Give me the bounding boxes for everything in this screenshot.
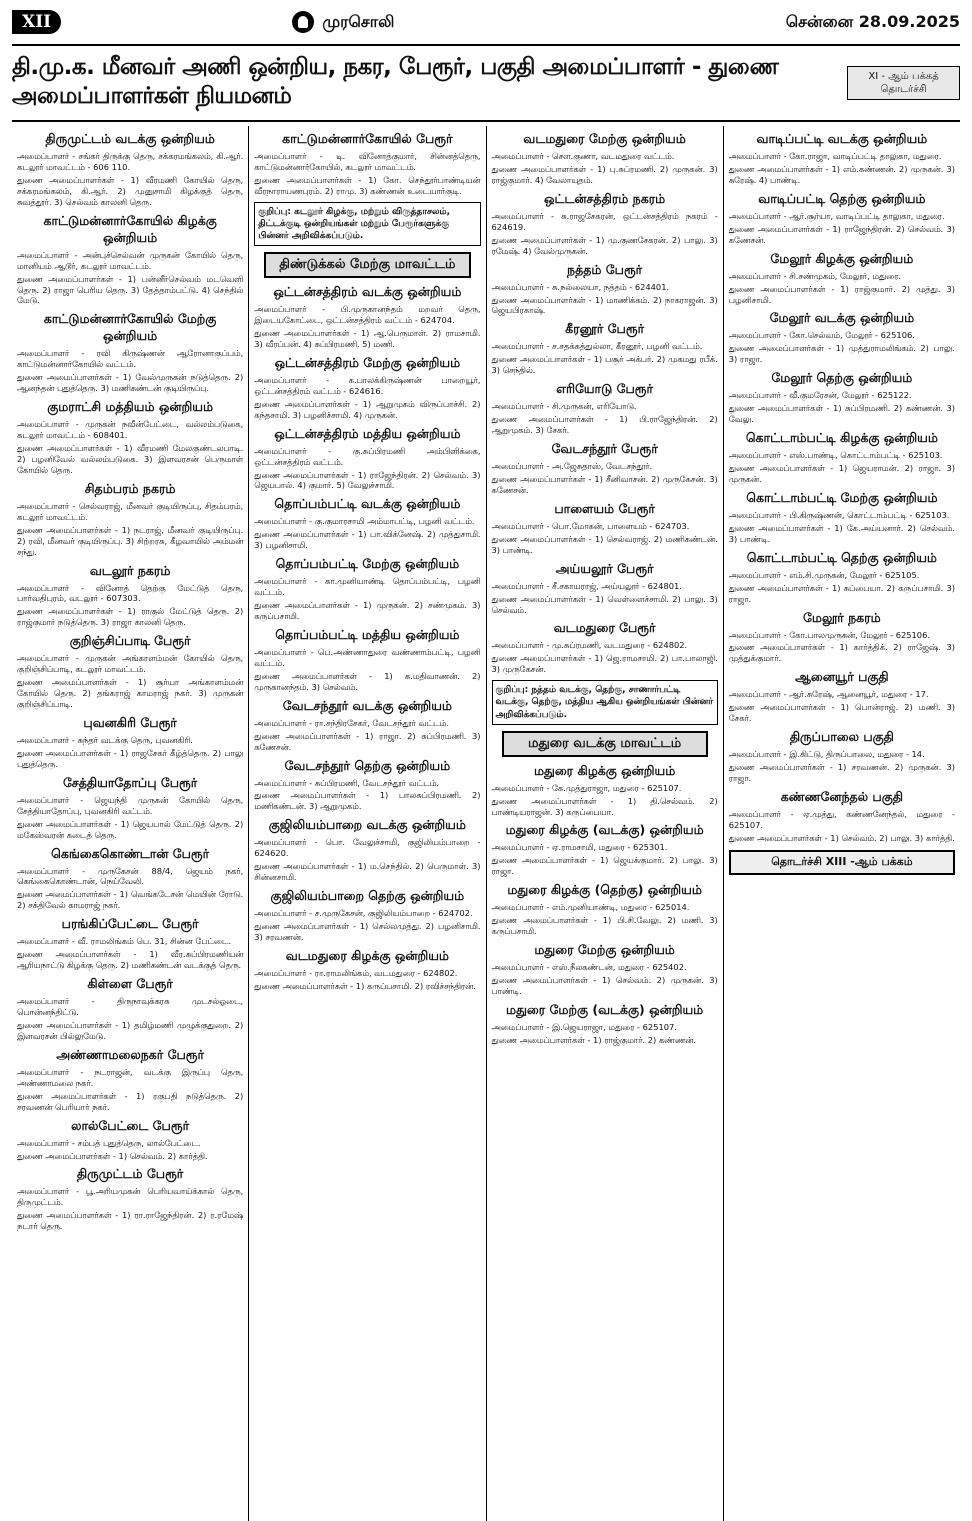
organizer-entry: அமைப்பாளர் - எஸ்.பாண்டி, கொட்டாம்பட்டி - 625103. (728, 450, 943, 461)
section-title: மதுரை கிழக்கு ஒன்றியம் (533, 762, 676, 778)
organizer-entry: அமைப்பாளர் - கு.சுப்பிரமணி அம்பிளிக்கை, ஒட்டன்சத்திரம் வட்டம். (254, 445, 481, 467)
deputy-organizers-entry: துணை அமைப்பாளர்கள் - 1) வெங்கடேசன் மெயின் ரோடு. 2) சக்திவேல் காமராஜ் நகர். (17, 889, 244, 911)
section-title: எரியோடு பேரூர் (556, 381, 654, 397)
organizer-entry: அமைப்பாளர் - சி.முருகன், எரியோடு. (491, 401, 637, 412)
deputy-organizers-entry: துணை அமைப்பாளர்கள் - 1) கோ. செந்தூர்பாண்டியன் வீரநாராயணபுரம். 2) ராமு. 3) கண்ணன் உடையார்குடி. (254, 174, 481, 196)
organizer-entry: அமைப்பாளர் - க.பாலக்கிருஷ்ணன் பாறையூர், ஒட்டன்சத்திரம் வட்டம் - 624616. (254, 374, 481, 396)
district-heading: திண்டுக்கல் மேற்கு மாவட்டம் (264, 252, 470, 278)
section-title: சேத்தியாதோப்பு பேரூர் (62, 774, 198, 790)
organizer-entry: அமைப்பாளர் - இ.ஜெயராஜா, மதுரை - 625107. (491, 1021, 677, 1032)
section-title: ஒட்டன்சத்திரம் நகரம் (544, 190, 666, 206)
deputy-organizers-entry: துணை அமைப்பாளர்கள் - 1) ஜெயபால் மேட்டுத் தெரு. 2) மகேஸ்வரன் கடைத் தெரு. (17, 818, 244, 840)
organizer-entry: அமைப்பாளர் - எம்.முனியாண்டி, மதுரை - 625014. (491, 902, 690, 913)
continued-to-box: தொடர்ச்சி XIII -ஆம் பக்கம் (729, 850, 955, 875)
note-box: குறிப்பு: கடலூர் கிழக்கு, மற்றும் விருத்தாசலம், திட்டக்குடி ஒன்றியங்கள் மற்றும் பேரூர்களுக்கு பின்னர் அறிவிக்கப்படும். (254, 202, 480, 246)
section-title: வடலூர் நகரம் (89, 562, 171, 578)
section-title: குஜிலியம்பாறை தெற்கு ஒன்றியம் (270, 888, 465, 904)
section-title: பாளையம் பேரூர் (554, 500, 655, 516)
organizer-entry: அமைப்பாளர் - ரா.சந்திரசேகர், வேடசந்தூர் வட்டம். (254, 717, 449, 728)
organizer-entry: அமைப்பாளர் - ச.முருகேசன், குஜிலியம்பாறை - 624702. (254, 908, 473, 919)
organizer-entry: அமைப்பாளர் - முருகன் நவீன்பேட்டை, வல்லம்படுகை, கடலூர் மாவட்டம் - 608401. (17, 419, 244, 441)
deputy-organizers-entry: துணை அமைப்பாளர்கள் - 1) சுப்பையா. 2) கருப்பசாமி. 3) ராஜா. (728, 582, 955, 604)
deputy-organizers-entry: துணை அமைப்பாளர்கள் - 1) ராஜேந்திரன். 2) செல்வம். 3) ஜெயபால். 4) குமார். 5) வேலுச்சாமி. (254, 469, 481, 491)
section-title: கீரனூர் பேரூர் (565, 321, 645, 337)
deputy-organizers-entry: துணை அமைப்பாளர்கள் - 1) பாலசுப்பிரமணி. 2) மணிகண்டன். 3) ஆறுமுகம். (254, 790, 481, 812)
page-header (12, 0, 960, 46)
deputy-organizers-entry: துணை அமைப்பாளர்கள் - 1) செல்லமுத்து. 2) பழனிசாமி. 3) சரவணன். (254, 921, 481, 942)
deputy-organizers-entry: துணை அமைப்பாளர்கள் - 1) ராஜசேகர் கீழ்த்தெரு. 2) பாலு புதுத்தெரு. (17, 747, 244, 769)
section-title: கண்ணனேந்தல் பகுதி (780, 788, 904, 804)
section-title: காட்டுமன்னார்கோயில் கிழக்கு ஒன்றியம் (43, 212, 217, 245)
section-title: குஜிலியம்பாறை வடக்கு ஒன்றியம் (268, 817, 466, 833)
page-headline: தி.மு.க. மீனவர் அணி ஒன்றிய, நகர, பேரூர், பகுதி அமைப்பாளர் - துணை அமைப்பாளர்கள் நியமனம் (12, 54, 779, 109)
deputy-organizers-entry: துணை அமைப்பாளர்கள் - 1) பி.ராஜேந்திரன். 2) ஆறுமுகம். 3) சேகர். (491, 414, 718, 436)
deputy-organizers-entry: துணை அமைப்பாளர்கள் - 1) தி.செல்வம். 2) பாண்டியராஜன். 3) கருப்பையா. (491, 795, 718, 817)
deputy-organizers-entry: துணை அமைப்பாளர்கள் - 1) செல்வம். 2) பாலு. 3) கார்த்தி. (728, 832, 955, 843)
section-title: காட்டுமன்னார்கோயில் பேரூர் (282, 131, 453, 146)
deputy-organizers-entry: துணை அமைப்பாளர்கள் - 1) பொன்ராஜ். 2) மணி. 3) சேகர். (728, 702, 955, 724)
deputy-organizers-entry: துணை அமைப்பாளர்கள் - 1) செல்வராஜ். 2) மணிகண்டன். 3) பாண்டி. (491, 533, 718, 555)
section-title: திருமுட்டம் வடக்கு ஒன்றியம் (45, 131, 215, 146)
column-2 (249, 126, 486, 1521)
section-title: மதுரை கிழக்கு (தெற்கு) ஒன்றியம் (507, 882, 702, 898)
paper-name: முரசொலி (322, 11, 395, 31)
organizer-entry: அமைப்பாளர் - சம்பத் புதுத்தெரு, லால்பேட்டை. (17, 1137, 201, 1148)
organizer-entry: அமைப்பாளர் - வீ. ராமலிங்கம் பெ. 31, சின்ன பேட்டை. (17, 936, 232, 947)
column-4 (724, 126, 960, 1521)
organizer-entry: அமைப்பாளர் - முருகேசன் 88/4, ஜெயம் நகர், கெங்கைகொண்டான், நெய்வேலி. (17, 865, 244, 887)
organizer-entry: அமைப்பாளர் - சங்கர் திருக்கு தெரு, சக்கரமங்கலம், கி.ஆர். கடலூர் மாவட்டம் - 606 110. (17, 151, 244, 172)
deputy-organizers-entry: துணை அமைப்பாளர்கள் - 1) ஜெ.ராமசாமி. 2) பா.பாலாஜி. 3) முருகேசன். (491, 653, 718, 675)
deputy-organizers-entry: துணை அமைப்பாளர்கள் - 1) தமிழ்மணி முழுக்குதுறை. 2) இளவரசன் பில்லுமேடு. (17, 1019, 244, 1041)
deputy-organizers-entry: துணை அமைப்பாளர்கள் - 1) ஆ.பெருமாள். 2) ராமசாமி. 3) வீரப்பன். 4) சுப்பிரமணி. 5) மணி. (254, 328, 481, 349)
organizer-entry: அமைப்பாளர் - சௌ.குணா, வடமதுரை வட்டம். (491, 151, 675, 161)
section-title: மதுரை மேற்கு (வடக்கு) ஒன்றியம் (506, 1001, 704, 1017)
organizer-entry: அமைப்பாளர் - கு.குமாரசாமி அம்மாபட்டி, பழனி வட்டம். (254, 516, 475, 527)
organizer-entry: அமைப்பாளர் - எஸ்.நீலகண்டன், மதுரை - 625402. (491, 962, 687, 973)
organizer-entry: அமைப்பாளர் - அ.ஜேசுதாஸ், வேடசந்தூர். (491, 461, 653, 471)
deputy-organizers-entry: துணை அமைப்பாளர்கள் - 1) நடராஜ், மீனவர் குடியிருப்பு. 2) ரவி, மீனவர் குடியிருப்பு. 3) சிற்றரசு, கீழவாயில் அம்மன் சந்து. (17, 524, 244, 557)
organizer-entry: அமைப்பாளர் - திருநாவுக்கரசு முடசல்ஓடை, பொன்னந்திட்டு. (17, 996, 244, 1017)
deputy-organizers-entry: துணை அமைப்பாளர்கள் - 1) சூர்யா அங்காளம்மன் கோயில் தெரு. 2) தங்கராஜ் காமராஜ் நகர். 3) முருகன் குறிஞ்சிப்பாடி. (17, 677, 244, 709)
organizer-entry: அமைப்பாளர் - பி.கிருஷ்ணன், கொட்டாம்பட்டி - 625103. (728, 509, 950, 520)
section-title: திருமுட்டம் பேரூர் (76, 1166, 184, 1182)
section-title: ஒட்டன்சத்திரம் மத்திய ஒன்றியம் (274, 425, 461, 441)
organizer-entry: அமைப்பாளர் - கா.முனியாண்டி தொப்பம்பட்டி, பழனி வட்டம். (254, 576, 481, 598)
date: 28.09.2025 (858, 11, 960, 31)
deputy-organizers-entry: துணை அமைப்பாளர்கள் - 1) மு.குணசேகரன். 2) பாலு. 3) ரமேஷ். 4) வேல்முருகன். (491, 234, 718, 256)
section-title: சிதம்பரம் நகரம் (84, 480, 176, 496)
organizer-entry: அமைப்பாளர் - ரவி கிருஷ்ணன் ஆரோனாகுப்பம், காட்டுமன்னார்கோயில் வட்டம். (17, 348, 244, 370)
deputy-organizers-entry: துணை அமைப்பாளர்கள் - 1) கார்த்திக். 2) ராஜேஷ். 3) முத்துக்குமார். (728, 642, 955, 664)
city: சென்னை (785, 11, 854, 31)
organizer-entry: அமைப்பாளர் - முருகன் அங்காளம்மன் கோயில் தெரு, குறிஞ்சிப்பாடி, கடலூர் மாவட்டம். (17, 653, 244, 675)
deputy-organizers-entry: துணை அமைப்பாளர்கள் - 1) ராஜேந்திரன். 2) செல்வம். 3) கணேசன். (728, 223, 955, 245)
section-title: மேலூர் வடக்கு ஒன்றியம் (769, 310, 915, 326)
section-title: தொப்பம்பட்டி மேற்கு ஒன்றியம் (275, 556, 460, 572)
organizer-entry: அமைப்பாளர் - சுந்தர் வடக்கு தெரு, புவனகிரி. (17, 734, 193, 745)
organizer-entry: அமைப்பாளர் - பி.முருகானந்தம் மறவர் தெரு, இடையகோட்டை, ஒட்டன்சத்திரம் வட்டம் - 624704. (254, 304, 481, 326)
deputy-organizers-entry: துணை அமைப்பாளர்கள் - 1) செல்வம். 2) முருகன். 3) பாண்டி. (491, 975, 718, 996)
deputy-organizers-entry: துணை அமைப்பாளர்கள் - 1) எம்.கண்ணன். 2) முருகன். 3) சுரேஷ். 4) பாண்டி. (728, 163, 955, 185)
organizer-entry: அமைப்பாளர் - கே.முத்துராஜா, மதுரை - 625107. (491, 782, 682, 793)
organizer-entry: அமைப்பாளர் - பெ.அண்ணாதுரை வண்ணாம்பட்டி, பழனி வட்டம். (254, 646, 481, 668)
organizer-entry: அமைப்பாளர் - கோ.ராஜா, வாடிப்பட்டி தாலுகா, மதுரை. (728, 151, 942, 161)
organizer-entry: அமைப்பாளர் - வினோத் தெற்கு மேட்டுத் தெரு, பார்வதிபுரம், வடலூர் - 607303. (17, 582, 244, 604)
organizer-entry: அமைப்பாளர் - பொ.மோகன், பாளையம் - 624703. (491, 520, 690, 531)
deputy-organizers-entry: துணை அமைப்பாளர்கள் - 1) ம.செந்தில். 2) பெருமாள். 3) சின்னசாமி. (254, 861, 481, 883)
organizer-entry: அமைப்பாளர் - இ.கிட்டு, திருப்பாலை, மதுரை - 14. (728, 749, 925, 760)
organizer-entry: அமைப்பாளர் - எம்.சி.முருகன், மேலூர் - 625105. (728, 569, 920, 580)
deputy-organizers-entry: துணை அமைப்பாளர்கள் - 1) ராகுல் மேட்டுத் தெரு. 2) ராஜ்குமார் நடுத்தெரு. 3) ராஜா காலனி தெரு. (17, 606, 244, 628)
deputy-organizers-entry: துணை அமைப்பாளர்கள் - 1) ராஜ்குமார். 2) கண்ணன். (491, 1034, 696, 1045)
section-title: கிள்ளை பேரூர் (87, 976, 173, 992)
note-box: குறிப்பு: நத்தம் வடக்கு, தெற்கு, சாணார்பட்டி வடக்கு, தெற்கு, மத்திய ஆகிய ஒன்றியங்கள் பின்னர் அறிவிக்கப்படும். (492, 680, 718, 724)
section-title: ஆனையூர் பகுதி (795, 669, 889, 685)
organizer-entry: அமைப்பாளர் - கோ.பாலமுருகன், மேலூர் - 625106. (728, 629, 930, 640)
organizer-entry: அமைப்பாளர் - பொ. வேலுச்சாமி, குஜிலியம்பாறை - 624620. (254, 837, 481, 859)
organizer-entry: அமைப்பாளர் - ரா.ராமலிங்கம், வடமதுரை - 624802. (254, 967, 458, 978)
deputy-organizers-entry: துணை அமைப்பாளர்கள் - 1) மாணிக்கம். 2) நாகராஜன். 3) ஜெயபிரகாஷ். (491, 294, 718, 316)
section-title: வேடசந்தூர் பேரூர் (551, 441, 658, 456)
organizer-entry: அமைப்பாளர் - ச.சதக்கத்துல்லா, கீரனூர், பழனி வட்டம். (491, 341, 703, 352)
organizer-entry: அமைப்பாளர் - ஆர்.சூர்யா, வாடிப்பட்டி தாலுகா, மதுரை. (728, 210, 945, 221)
deputy-organizers-entry: துணை அமைப்பாளர்கள் - 1) பா.விக்னேஷ். 2) முத்துசாமி. 3) பழனிசாமி. (254, 529, 481, 551)
section-title: ஒட்டன்சத்திரம் மேற்கு ஒன்றியம் (274, 354, 461, 370)
deputy-organizers-entry: துணை அமைப்பாளர்கள் - 1) சீனிவாசன். 2) முருகேசன். 3) கணேசன். (491, 473, 718, 495)
deputy-organizers-entry: துணை அமைப்பாளர்கள் - 1) ஜெயராமன். 2) ராஜா. 3) முருகன். (728, 463, 955, 484)
section-title: அய்யலூர் பேரூர் (555, 560, 654, 576)
deputy-organizers-entry: துணை அமைப்பாளர்கள் - 1) ரா.ராஜேந்திரன். 2) ர.ரமேஷ் நடார் தெரு. (17, 1210, 244, 1232)
section-title: மதுரை கிழக்கு (வடக்கு) ஒன்றியம் (505, 822, 704, 838)
section-title: வேடசந்தூர் வடக்கு ஒன்றியம் (282, 697, 452, 713)
section-title: மேலூர் கிழக்கு ஒன்றியம் (770, 250, 914, 266)
deputy-organizers-entry: துணை அமைப்பாளர்கள் - 1) கே.அய்யனார். 2) செல்வம். 3) பாண்டி. (728, 522, 955, 544)
deputy-organizers-entry: துணை அமைப்பாளர்கள் - 1) வேல்முருகன் நடுத்தெரு. 2) ஆனந்தன் புதுத்தெரு. 3) மணிகண்டன் குடியிருப்பு. (17, 372, 244, 394)
section-title: வேடசந்தூர் தெற்கு ஒன்றியம் (284, 757, 451, 773)
section-title: கொட்டாம்பட்டி மேற்கு ஒன்றியம் (746, 489, 938, 505)
organizer-entry: அமைப்பாளர் - சீ.சகாயராஜ், அய்யலூர் - 624801. (491, 580, 682, 591)
section-title: திருப்பாலை பகுதி (789, 729, 894, 745)
section-title: மதுரை மேற்கு ஒன்றியம் (534, 942, 675, 958)
deputy-organizers-entry: துணை அமைப்பாளர்கள் - 1) வீர.சுப்பிரமணியன் ஆரியநாட்டு கிழக்கு தெரு. 2) மணிகண்டன் வடக்குத் தெரு. (17, 949, 244, 971)
deputy-organizers-entry: துணை அமைப்பாளர்கள் - 1) செல்வம். 2) கார்த்தி. (17, 1150, 208, 1161)
dateline (786, 12, 960, 33)
district-heading: மதுரை வடக்கு மாவட்டம் (502, 731, 708, 757)
organizer-entry: அமைப்பாளர் - சு.ராஜசேகரன், ஒட்டன்சத்திரம் நகரம் - 624619. (491, 210, 718, 232)
headline-row (12, 46, 960, 122)
section-title: குமராட்சி மத்தியம் ஒன்றியம் (47, 399, 214, 415)
section-title: தொப்பம்பட்டி வடக்கு ஒன்றியம் (274, 496, 461, 512)
page-number: XII (12, 10, 61, 34)
deputy-organizers-entry: துணை அமைப்பாளர்கள் - 1) சரவணன். 2) முருகன். 3) ராஜா. (728, 762, 955, 783)
organizer-entry: அமைப்பாளர் - கோ.செல்வம், மேலூர் - 625106. (728, 330, 915, 341)
organizer-entry: அமைப்பாளர் - மு.சுப்ரமணி, வடமதுரை - 624802. (491, 640, 688, 651)
organizer-entry: அமைப்பாளர் - சுப்பிரமணி, வேடசந்தூர் வட்டம். (254, 777, 440, 788)
deputy-organizers-entry: துணை அமைப்பாளர்கள் - 1) க.மதிவாணன். 2) முருகானந்தம். 3) செல்வம். (254, 670, 481, 692)
organizer-entry: அமைப்பாளர் - நடராஜன், வடக்கு இருப்பு தெரு, அண்ணாமலை நகர். (17, 1066, 244, 1088)
section-title: வாடிப்பட்டி தெற்கு ஒன்றியம் (758, 190, 926, 206)
section-title: குறிஞ்சிப்பாடி பேரூர் (69, 633, 191, 649)
organizer-entry: அமைப்பாளர் - சு.நல்லையா, நத்தம் - 624401. (491, 281, 670, 292)
section-title: வாடிப்பட்டி வடக்கு ஒன்றியம் (756, 131, 928, 146)
continued-from-box: XI - ஆம் பக்கத் தொடர்ச்சி (847, 66, 960, 100)
section-title: தொப்பம்பட்டி மத்திய ஒன்றியம் (275, 626, 460, 642)
organizer-entry: அமைப்பாளர் - அன்புச்செல்வன் முருகன் கோயில் தெரு, மானியம் ஆடூர், கடலூர் மாவட்டம். (17, 249, 244, 271)
organizer-entry: அமைப்பாளர் - செல்வராஜ், மீனவர் குடியிருப்பு, சிதம்பரம், கடலூர் மாவட்டம். (17, 500, 244, 522)
section-title: கொட்டாம்பட்டி கிழக்கு ஒன்றியம் (745, 430, 938, 446)
article-columns (12, 126, 960, 1521)
deputy-organizers-entry: துணை அமைப்பாளர்கள் - 1) ராஜா. 2) சுப்பிரமணி. 3) கணேசன். (254, 730, 481, 752)
organizer-entry: அமைப்பாளர் - ஆர்.சுரேஷ், ஆனையூர், மதுரை - 17. (728, 689, 929, 700)
deputy-organizers-entry: துணை அமைப்பாளர்கள் - 1) கருப்பசாமி. 2) ரவிச்சந்திரன். (254, 980, 476, 991)
masthead (292, 11, 394, 33)
section-title: ஒட்டன்சத்திரம் வடக்கு ஒன்றியம் (273, 284, 462, 300)
organizer-entry: அமைப்பாளர் - சி.சண்முகம், மேலூர், மதுரை. (728, 270, 902, 281)
section-title: நத்தம் பேரூர் (567, 261, 643, 277)
deputy-organizers-entry: துணை அமைப்பாளர்கள் - 1) வீரமணி கோயில் தெரு, சக்கரமங்கலம், கி.ஆர். 2) முனுசாமி கிழக்குத் தெரு, சுவத்தூர். 3) செல்வம் காலனி தெரு. (17, 174, 244, 207)
deputy-organizers-entry: துணை அமைப்பாளர்கள் - 1) முத்துராமலிங்கம். 2) பாலு. 3) ராஜா. (728, 343, 955, 365)
section-title: வடமதுரை பேரூர் (553, 620, 656, 636)
section-title: கொட்டாம்பட்டி தெற்கு ஒன்றியம் (746, 549, 937, 565)
column-1 (12, 126, 249, 1521)
section-title: லால்பேட்டை பேரூர் (71, 1117, 190, 1133)
organizer-entry: அமைப்பாளர் - பூ.அரியமுகன் பெரியவாய்க்கால் தெரு, திருமுட்டம். (17, 1186, 244, 1208)
deputy-organizers-entry: துணை அமைப்பாளர்கள் - 1) பி.சி.வேலு. 2) மணி. 3) கருப்பசாமி. (491, 915, 718, 937)
deputy-organizers-entry: துணை அமைப்பாளர்கள் - 1) ஆறுமுகம் விருப்பாச்சி. 2) கந்தசாமி. 3) பழனிச்சாமி. 4) முருகன். (254, 398, 481, 420)
deputy-organizers-entry: துணை அமைப்பாளர்கள் - 1) சுப்பிரமணி. 2) கண்ணன். 3) வேலு. (728, 403, 955, 425)
deputy-organizers-entry: துணை அமைப்பாளர்கள் - 1) வெள்ளைச்சாமி. 2) பாலு. 3) செல்வம். (491, 593, 718, 615)
section-title: அண்ணாமலைநகர் பேரூர் (56, 1046, 205, 1062)
deputy-organizers-entry: துணை அமைப்பாளர்கள் - 1) ராஜ்குமார். 2) முத்து. 3) பழனிசாமி. (728, 283, 955, 305)
section-title: பரங்கிப்பேட்டை பேரூர் (61, 916, 199, 932)
rising-sun-logo-icon (292, 11, 314, 33)
deputy-organizers-entry: துணை அமைப்பாளர்கள் - 1) முருகன். 2) சண்முகம். 3) கருப்பசாமி. (254, 600, 481, 622)
section-title: வடமதுரை மேற்கு ஒன்றியம் (523, 131, 686, 146)
organizer-entry: அமைப்பாளர் - டி. வினோத்குமார், சின்னத்தெரு, காட்டுமன்னார்கோயில், கடலூர் மாவட்டம். (254, 151, 481, 172)
organizer-entry: அமைப்பாளர் - ஜெயந்தி முருகன் கோயில் தெரு, சேத்தியாதோப்பு, புவனகிரி வட்டம். (17, 794, 244, 816)
column-3 (487, 126, 724, 1521)
deputy-organizers-entry: துணை அமைப்பாளர்கள் - 1) ஜெயக்குமார். 2) பாலு. 3) ராஜா. (491, 855, 718, 877)
section-title: வடமதுரை கிழக்கு ஒன்றியம் (285, 947, 449, 963)
deputy-organizers-entry: துணை அமைப்பாளர்கள் - 1) பன்னீர்செல்வம் மடவெளி தெரு. 2) ராஜா பெரிய தெரு. 3) தேத்தாம்பட்டு. 4) செந்தில் மேடு. (17, 273, 244, 306)
deputy-organizers-entry: துணை அமைப்பாளர்கள் - 1) ரகுபதி நடுத்தெரு. 2) சரவணன் பெரியார் நகர். (17, 1090, 244, 1112)
deputy-organizers-entry: துணை அமைப்பாளர்கள் - 1) பசூர் அக்பர். 2) முகமது ரபீக். 3) செந்தில். (491, 354, 718, 376)
section-title: மேலூர் தெற்கு ஒன்றியம் (771, 370, 913, 386)
organizer-entry: அமைப்பாளர் - ஏ.முத்து, கண்ணனேந்தல், மதுரை - 625107. (728, 808, 955, 830)
organizer-entry: அமைப்பாளர் - வீ.குமரேசன், மேலூர் - 625122. (728, 390, 912, 401)
organizer-entry: அமைப்பாளர் - ஏ.ராமசாமி, மதுரை - 625301. (491, 842, 668, 853)
section-title: மேலூர் நகரம் (803, 609, 881, 625)
section-title: காட்டுமன்னார்கோயில் மேற்கு ஒன்றியம் (43, 311, 217, 344)
deputy-organizers-entry: துணை அமைப்பாளர்கள் - 1) பு.சுப்ரமணி. 2) முருகன். 3) ராஜ்குமார். 4) வேலாயுதம். (491, 163, 718, 185)
deputy-organizers-entry: துணை அமைப்பாளர்கள் - 1) வீரமணி மேலகுண்டலபாடி. 2) பழனிவேல் வல்லம்படுகை. 3) இளவரசன் பெருமாள் கோயில் தெரு. (17, 443, 244, 475)
section-title: புவனகிரி பேரூர் (83, 714, 177, 730)
section-title: கெங்கைகொண்டான் பேரூர் (51, 845, 210, 861)
